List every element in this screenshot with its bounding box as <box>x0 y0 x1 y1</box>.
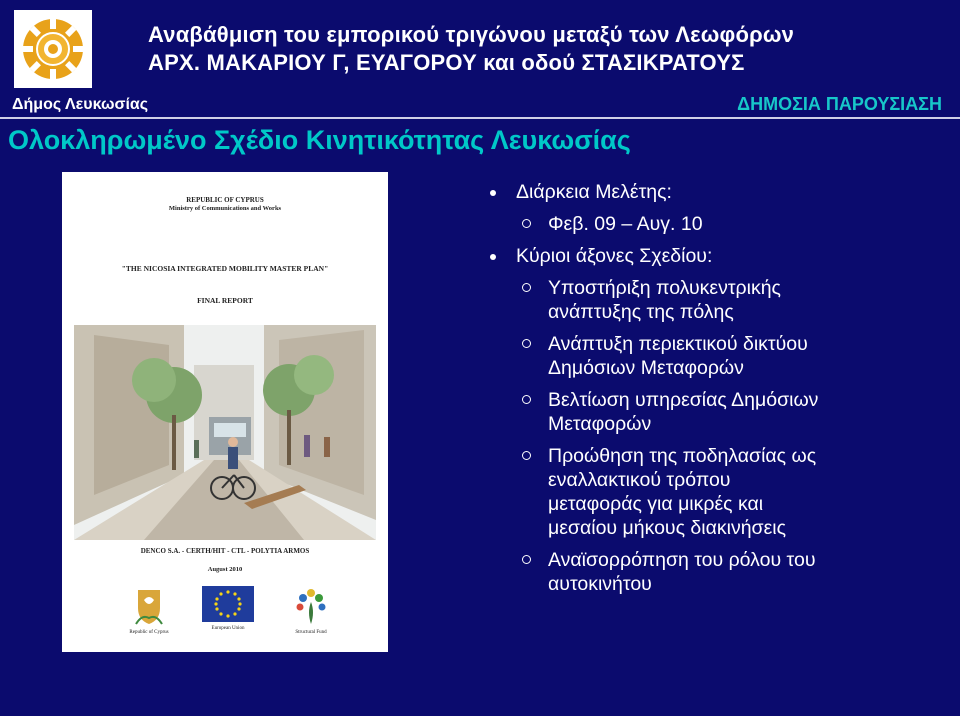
street-illustration <box>74 325 376 540</box>
bullet-line: Υποστήριξη πολυκεντρικής <box>548 277 781 299</box>
bullet-line: μεσαίου μήκους διακινήσεις <box>548 517 787 539</box>
bullet-line: Κύριοι άξονες Σχεδίου: <box>516 245 713 267</box>
cyprus-coat-of-arms-icon <box>124 586 174 635</box>
bullet-line: εναλλακτικού τρόπου <box>548 469 731 491</box>
bullet-line: Αναϊσορρόπηση του ρόλου του <box>548 549 816 571</box>
subtitle: Ολοκληρωμένο Σχέδιο Κινητικότητας Λευκωσίας <box>8 125 631 155</box>
bullet-item <box>480 444 950 540</box>
cover-logos <box>62 586 388 648</box>
bullet-list <box>480 180 950 596</box>
page-title-line2: ΑΡΧ. ΜΑΚΑΡΙΟΥ Γ, ΕΥΑΓΟΡΟΥ και οδού ΣΤΑΣΙΚΡΑΤΟΥΣ <box>148 50 745 75</box>
cover-consortium: DENCO S.A. - CERTH/HIT - CTL - POLYTIA ARMOS <box>140 547 310 555</box>
cover-republic: REPUBLIC OF CYPRUS <box>186 196 264 204</box>
page-title-line1: Αναβάθμιση του εμπορικού τριγώνου μεταξύ των Λεωφόρων <box>148 22 795 47</box>
cover-ministry: Ministry of Communications and Works <box>168 205 282 212</box>
structural-fund-icon <box>286 586 336 635</box>
bullet-line: Δημόσιων Μεταφορών <box>548 357 744 379</box>
bullet-line: Βελτίωση υπηρεσίας Δημόσιων <box>548 389 819 411</box>
nicosia-municipality-logo-icon <box>14 10 92 88</box>
bullet-item <box>480 212 950 236</box>
bullet-dot-icon <box>490 254 496 260</box>
logo-label: Republic of Cyprus <box>129 630 169 635</box>
bullet-dot-icon <box>490 190 496 196</box>
bullet-line: Διάρκεια Μελέτης: <box>516 181 672 203</box>
cover-date: August 2010 <box>207 566 243 573</box>
bullet-item <box>480 276 950 324</box>
bullet-line: Προώθηση της ποδηλασίας ως <box>548 445 817 467</box>
report-cover-image <box>62 172 388 652</box>
bullet-circle-icon <box>522 339 531 348</box>
bullet-line: αυτοκινήτου <box>548 573 652 595</box>
header-divider <box>0 117 960 119</box>
bullet-circle-icon <box>522 219 531 228</box>
bullet-circle-icon <box>522 451 531 460</box>
logo-label: Structural Fund <box>295 630 327 635</box>
cover-plan-title: "THE NICOSIA INTEGRATED MOBILITY MASTER PLAN" <box>121 264 329 273</box>
bullet-item <box>480 548 950 596</box>
bullet-item <box>480 332 950 380</box>
municipality-label: Δήμος Λευκωσίας <box>12 96 149 113</box>
public-presentation-label: ΔΗΜΟΣΙΑ ΠΑΡΟΥΣΙΑΣΗ <box>737 94 942 114</box>
bullet-item <box>480 388 950 436</box>
bullet-line: Μεταφορών <box>548 413 652 435</box>
bullet-line: Φεβ. 09 – Αυγ. 10 <box>548 213 703 235</box>
eu-flag-icon <box>200 586 256 631</box>
bullet-line: μεταφοράς για μικρές και <box>548 493 764 515</box>
bullet-circle-icon <box>522 283 531 292</box>
bullet-item <box>480 180 950 204</box>
bullet-line: ανάπτυξης της πόλης <box>548 301 734 323</box>
bullet-item <box>480 244 950 268</box>
bullet-circle-icon <box>522 555 531 564</box>
bullet-line: Ανάπτυξη περιεκτικού δικτύου <box>548 333 808 355</box>
logo-label: European Union <box>211 626 245 631</box>
bullet-circle-icon <box>522 395 531 404</box>
cover-report-label: FINAL REPORT <box>197 296 253 305</box>
